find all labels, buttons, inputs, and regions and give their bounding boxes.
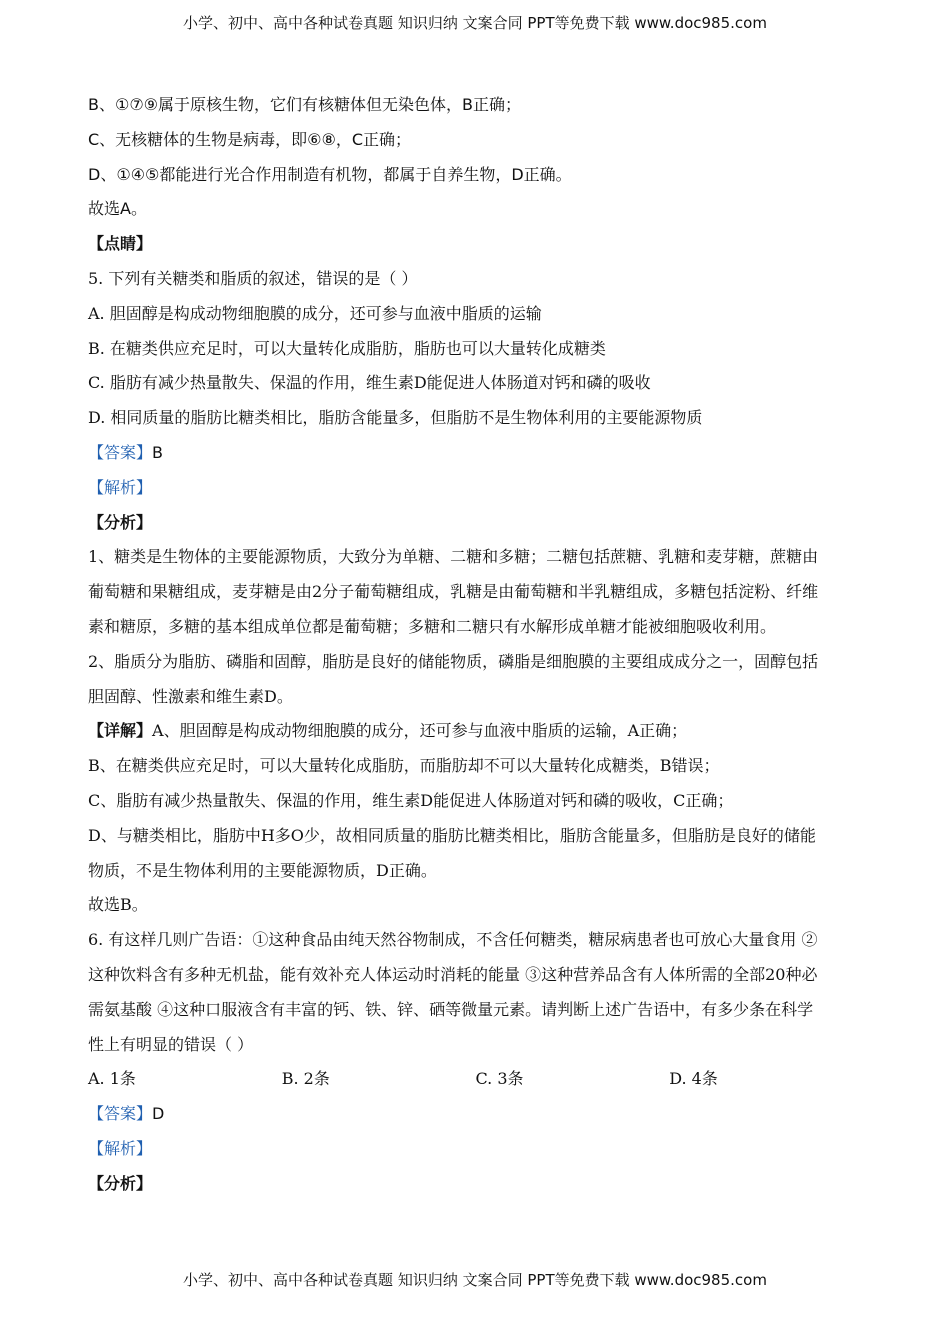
analysis-paragraph-1-line-2: 葡萄糖和果糖组成，麦芽糖是由2分子葡萄糖组成，乳糖是由葡萄糖和半乳糖组成，多糖包括淀粉、纤维 <box>88 582 819 602</box>
answer-value: D <box>152 1104 165 1124</box>
answer-value: B <box>152 442 163 462</box>
question-5-option-a: A. 胆固醇是构成动物细胞膜的成分，还可参与血液中脂质的运输 <box>88 303 542 323</box>
question-6-line-4: 性上有明显的错误（ ） <box>88 1034 254 1054</box>
question-6-option-a: A. 1条 <box>88 1069 136 1089</box>
question-5-option-d: D. 相同质量的脂肪比糖类相比，脂肪含能量多，但脂肪不是生物体利用的主要能源物质 <box>88 408 703 428</box>
question-5: 5. 下列有关糖类和脂质的叙述，错误的是（ ） <box>88 268 418 288</box>
question-6-line-3: 需氨基酸 ④这种口服液含有丰富的钙、铁、锌、硒等微量元素。请判断上述广告语中，有多少条在科学 <box>88 999 814 1019</box>
question-5-option-b: B. 在糖类供应充足时，可以大量转化成脂肪，脂肪也可以大量转化成糖类 <box>88 338 606 358</box>
conclusion-line: 故选A。 <box>88 199 147 219</box>
detail-text-a: A、胆固醇是构成动物细胞膜的成分，还可参与血液中脂质的运输，A正确； <box>152 721 688 741</box>
answer-5 <box>88 436 863 471</box>
detail-line-d-2: 物质，不是生物体利用的主要能源物质，D正确。 <box>88 860 437 880</box>
detail-line-a <box>88 714 863 749</box>
analysis-line-b: B、①⑦⑨属于原核生物，它们有核糖体但无染色体，B正确； <box>88 95 521 114</box>
answer-6 <box>88 1097 863 1132</box>
analysis-paragraph-2-line-1: 2、脂质分为脂肪、磷脂和固醇，脂肪是良好的储能物质，磷脂是细胞膜的主要组成成分之一，固醇包括 <box>88 651 819 671</box>
question-5-option-c: C. 脂肪有减少热量散失、保温的作用，维生素D能促进人体肠道对钙和磷的吸收 <box>88 373 651 393</box>
analysis-line-c: C、无核糖体的生物是病毒，即⑥⑧，C正确； <box>88 129 412 149</box>
answer-label: 【答案】 <box>88 442 153 462</box>
question-6-option-d: D. 4条 <box>669 1069 718 1089</box>
analysis-line-d: D、①④⑤都能进行光合作用制造有机物，都属于自养生物，D正确。 <box>88 164 572 184</box>
detail-line-c: C、脂肪有减少热量散失、保温的作用，维生素D能促进人体肠道对钙和磷的吸收，C正确； <box>88 790 734 810</box>
conclusion-5: 故选B。 <box>88 895 148 915</box>
question-6-options <box>88 1062 863 1097</box>
detail-label: 【详解】 <box>88 721 153 741</box>
page-header: 小学、初中、高中各种试卷真题 知识归纳 文案合同 PPT等免费下载 www.doc985.com <box>183 14 767 32</box>
jiexi-heading-5: 【解析】 <box>88 477 153 497</box>
analysis-paragraph-1-line-3: 素和糖原，多糖的基本组成单位都是葡萄糖；多糖和二糖只有水解形成单糖才能被细胞吸收利用。 <box>88 616 777 636</box>
detail-line-b: B、在糖类供应充足时，可以大量转化成脂肪，而脂肪却不可以大量转化成糖类，B错误； <box>88 756 720 776</box>
dianjing-heading: 【点睛】 <box>88 234 153 254</box>
question-6-line-2: 这种饮料含有多种无机盐，能有效补充人体运动时消耗的能量 ③这种营养品含有人体所需的全部20种必 <box>88 964 818 984</box>
fenxi-heading-5: 【分析】 <box>88 512 153 532</box>
question-6-option-c: C. 3条 <box>475 1069 524 1089</box>
document-body <box>88 88 863 1202</box>
analysis-paragraph-2-line-2: 胆固醇、性激素和维生素D。 <box>88 686 293 706</box>
jiexi-heading-6: 【解析】 <box>88 1138 153 1158</box>
question-6-option-b: B. 2条 <box>281 1069 330 1089</box>
answer-label: 【答案】 <box>88 1104 153 1124</box>
analysis-paragraph-1-line-1: 1、糖类是生物体的主要能源物质，大致分为单糖、二糖和多糖；二糖包括蔗糖、乳糖和麦芽糖，蔗糖由 <box>88 547 819 567</box>
question-6-line-1: 6. 有这样几则广告语：①这种食品由纯天然谷物制成，不含任何糖类，糖尿病患者也可放心大量食用 ② <box>88 930 818 950</box>
page-footer: 小学、初中、高中各种试卷真题 知识归纳 文案合同 PPT等免费下载 www.doc985.com <box>183 1271 767 1289</box>
fenxi-heading-6: 【分析】 <box>88 1173 153 1193</box>
detail-line-d-1: D、与糖类相比，脂肪中H多O少，故相同质量的脂肪比糖类相比，脂肪含能量多，但脂肪是良好的储能 <box>88 825 816 845</box>
